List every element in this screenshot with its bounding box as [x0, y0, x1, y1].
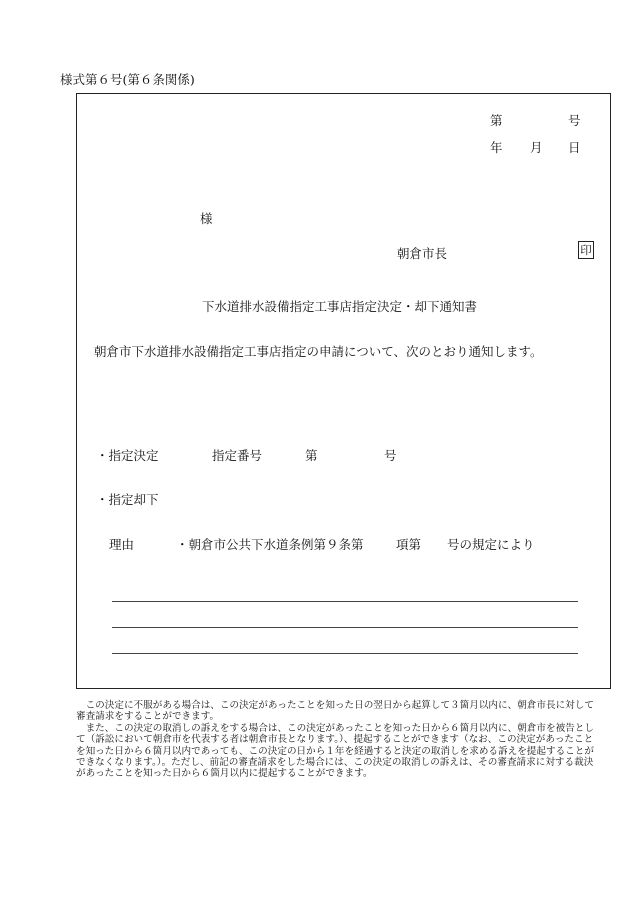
- date-month-label: 月: [530, 140, 543, 155]
- form-number-label: 様式第６号(第６条関係): [60, 72, 195, 87]
- document-title: 下水道排水設備指定工事店指定決定・却下通知書: [202, 299, 478, 314]
- reason-article-prefix: ・朝倉市公共下水道条例第９条第: [176, 537, 364, 552]
- date-day-label: 日: [568, 140, 581, 155]
- issuer-name: 朝倉市長: [397, 246, 448, 261]
- document-number-go: 号: [568, 113, 581, 128]
- rejection-label: ・指定却下: [96, 492, 159, 507]
- reason-item-suffix: 号の規定により: [447, 537, 535, 552]
- designation-number-go: 号: [384, 448, 397, 463]
- reason-blank-line: [112, 601, 578, 602]
- notice-form-frame: [76, 93, 611, 689]
- reason-blank-line: [112, 653, 578, 654]
- reason-paragraph-label: 項第: [396, 537, 422, 552]
- reason-label: 理由: [109, 537, 135, 552]
- seal-mark: 印: [578, 241, 594, 259]
- recipient-suffix: 様: [200, 211, 213, 226]
- designation-number-label: 指定番号: [212, 448, 263, 463]
- intro-text: 朝倉市下水道排水設備指定工事店指定の申請について、次のとおり通知します。: [94, 344, 543, 359]
- appeal-notes: [76, 700, 596, 780]
- decision-label: ・指定決定: [96, 448, 159, 463]
- appeal-note-review: この決定に不服がある場合は、この決定があったことを知った日の翌日から起算して３箇月以内に、朝倉市長に対して審査請求をすることができます。: [76, 700, 594, 723]
- document-number-dai: 第: [490, 113, 503, 128]
- appeal-note-lawsuit: また、この決定の取消しの訴えをする場合は、この決定があったことを知った日から６箇月以内に、朝倉市を被告として（訴訟において朝倉市を代表する者は朝倉市長となります。）、提起することができます（なお、この決定があったことを知った日から６箇月以内であっても、この決定の日から１年を経過すると決定の取消しを求める訴えを提起することができなくなります。）。ただし、前記の審査請求をした場合には、この決定の取消しの訴えは、その審査請求に対する裁決があったことを知った日から６箇月以内に提起することができます。: [76, 722, 594, 780]
- date-year-label: 年: [490, 140, 503, 155]
- reason-blank-line: [112, 627, 578, 628]
- designation-number-dai: 第: [305, 448, 318, 463]
